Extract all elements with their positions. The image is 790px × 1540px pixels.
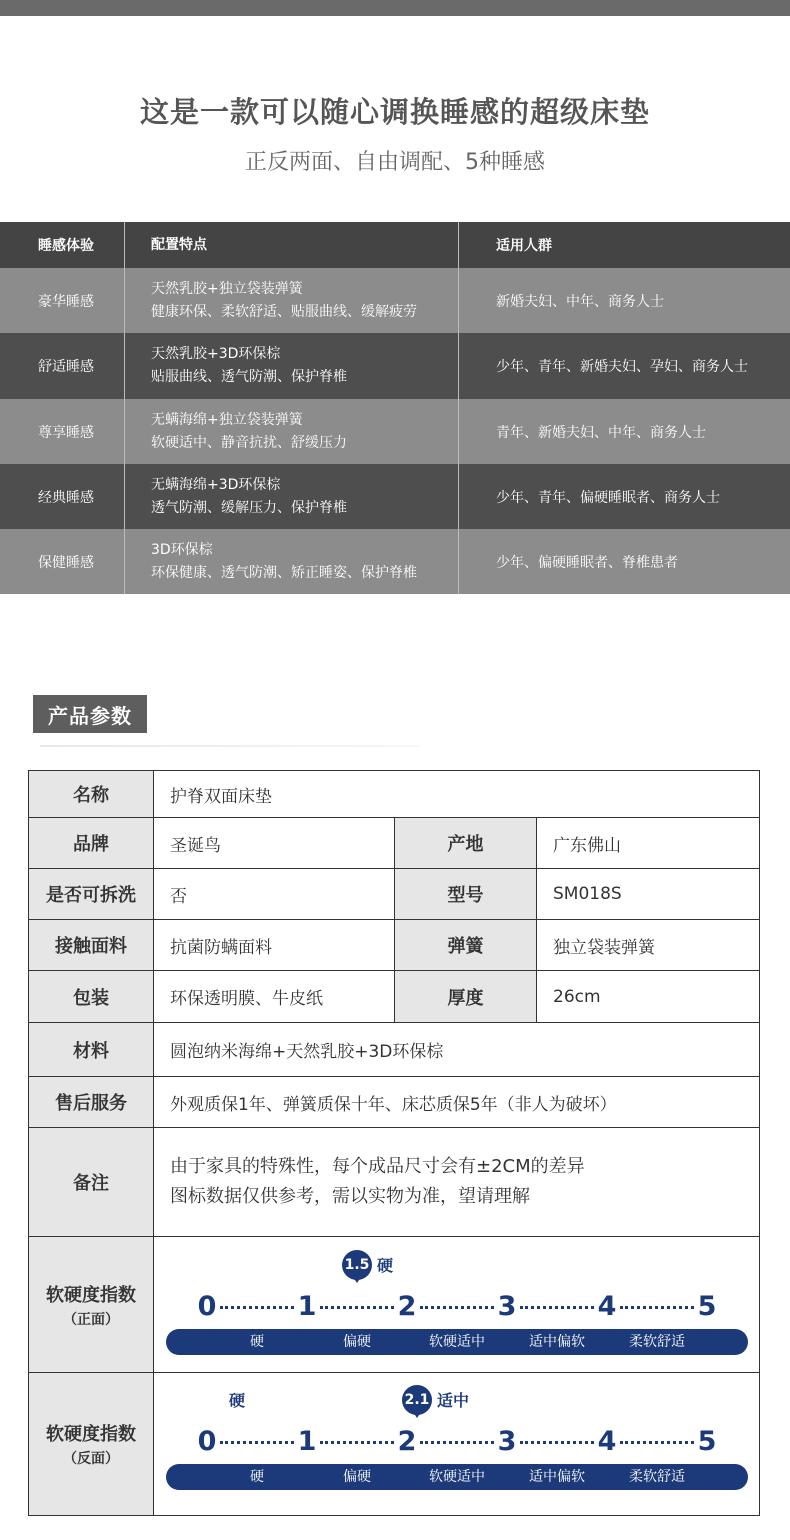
sleep-people: 新婚夫妇、中年、商务人士 <box>496 293 664 310</box>
hardness-marker: 1.5 <box>342 1250 372 1280</box>
hardness-label <box>29 1373 154 1515</box>
param-label: 产地 <box>394 818 537 868</box>
scale-dots <box>220 1441 294 1445</box>
sleep-people: 少年、偏硬睡眠者、脊椎患者 <box>496 554 678 571</box>
scale-bar <box>166 1329 748 1355</box>
hardness-marker: 2.1 <box>402 1385 432 1415</box>
config-line: 无螨海绵+3D环保棕 <box>151 476 281 493</box>
param-value: 26cm <box>553 986 601 1007</box>
param-row-service <box>29 1077 759 1128</box>
scale-number: 0 <box>197 1426 217 1457</box>
scale-number: 5 <box>697 1291 717 1322</box>
tag-underline <box>40 745 420 747</box>
hardness-row-front <box>29 1237 759 1373</box>
sleep-config <box>125 529 459 594</box>
scale-number: 3 <box>497 1426 517 1457</box>
param-row-note <box>29 1128 759 1237</box>
scale-bar-label: 柔软舒适 <box>629 1334 685 1350</box>
param-label: 弹簧 <box>394 920 537 970</box>
scale-bar-label: 适中偏软 <box>529 1334 585 1350</box>
top-bar <box>0 0 790 16</box>
param-value: 广东佛山 <box>553 835 621 856</box>
hardness-row-back <box>29 1373 759 1515</box>
header-sleep-feel: 睡感体验 <box>0 222 125 268</box>
scale-dots <box>420 1306 494 1310</box>
param-value: 圣诞鸟 <box>170 835 221 856</box>
config-line: 贴服曲线、透气防潮、保护脊椎 <box>151 369 347 385</box>
scale-bar-label: 硬 <box>250 1334 264 1350</box>
scale-number: 2 <box>397 1291 417 1322</box>
scale-dots <box>320 1441 394 1445</box>
scale-dots <box>220 1306 294 1310</box>
param-label: 品牌 <box>29 818 154 868</box>
note-line: 图标数据仅供参考，需以实物为准，望请理解 <box>170 1186 530 1207</box>
param-label: 材料 <box>29 1023 154 1076</box>
table-row <box>0 399 790 464</box>
param-value: 护脊双面床垫 <box>170 786 272 807</box>
param-label: 名称 <box>29 771 154 817</box>
config-line: 健康环保、柔软舒适、贴服曲线、缓解疲劳 <box>151 303 417 320</box>
scale-dots <box>420 1441 494 1445</box>
table-row <box>0 529 790 594</box>
param-row-name <box>29 771 759 818</box>
sleep-people: 青年、新婚夫妇、中年、商务人士 <box>496 424 706 441</box>
param-value: 圆泡纳米海绵+天然乳胶+3D环保棕 <box>170 1042 444 1062</box>
param-label: 型号 <box>394 869 537 919</box>
sleep-name: 豪华睡感 <box>0 268 125 333</box>
param-label: 包装 <box>29 971 154 1022</box>
sleep-name: 保健睡感 <box>0 529 125 594</box>
param-value: 环保透明膜、牛皮纸 <box>170 989 323 1009</box>
param-label: 备注 <box>29 1128 154 1236</box>
sleep-people: 少年、青年、偏硬睡眠者、商务人士 <box>496 489 720 506</box>
table-row <box>0 333 790 399</box>
param-value: 否 <box>170 886 187 907</box>
scale-bar-label: 偏硬 <box>343 1469 371 1485</box>
sleep-config <box>125 399 459 464</box>
hardness-side: （反面） <box>63 1451 119 1467</box>
scale-dots <box>320 1306 394 1310</box>
param-label: 接触面料 <box>29 920 154 970</box>
config-line: 3D环保棕 <box>151 541 213 558</box>
param-row-washable <box>29 869 759 920</box>
sleep-config <box>125 464 459 529</box>
scale-number: 4 <box>597 1426 617 1457</box>
hardness-side: （正面） <box>63 1311 119 1328</box>
scale-dots <box>620 1306 694 1310</box>
scale-dots <box>620 1441 694 1445</box>
scale-dots <box>520 1441 594 1445</box>
hardness-title: 软硬度指数 <box>46 1284 136 1306</box>
sleep-name: 舒适睡感 <box>0 333 125 399</box>
config-line: 环保健康、透气防潮、矫正睡姿、保护脊椎 <box>151 564 417 581</box>
scale-number: 4 <box>597 1291 617 1322</box>
scale-bar-label: 软硬适中 <box>429 1334 485 1350</box>
scale-number: 2 <box>397 1426 417 1457</box>
scale-number: 0 <box>197 1291 217 1322</box>
param-value: 外观质保1年、弹簧质保十年、床芯质保5年（非人为破坏） <box>170 1094 617 1115</box>
scale-bar-label: 偏硬 <box>343 1334 371 1350</box>
hardness-scale <box>154 1373 759 1515</box>
sleep-table-header <box>0 222 790 268</box>
params-section-tag: 产品参数 <box>33 695 147 733</box>
param-value: 独立袋装弹簧 <box>553 937 655 958</box>
param-label: 是否可拆洗 <box>29 869 154 919</box>
sleep-config <box>125 268 459 333</box>
config-line: 透气防潮、缓解压力、保护脊椎 <box>151 499 347 516</box>
page-subtitle: 正反两面、自由调配、5种睡感 <box>245 150 545 175</box>
param-value: 抗菌防螨面料 <box>170 937 272 958</box>
header-people: 适用人群 <box>496 238 552 254</box>
scale-bar-label: 适中偏软 <box>529 1469 585 1485</box>
param-row-package <box>29 971 759 1023</box>
hardness-label <box>29 1237 154 1372</box>
note-line: 由于家具的特殊性，每个成品尺寸会有±2CM的差异 <box>170 1156 585 1177</box>
sleep-name: 尊享睡感 <box>0 399 125 464</box>
scale-bar-label: 柔软舒适 <box>629 1469 685 1485</box>
config-line: 天然乳胶+3D环保棕 <box>151 346 281 362</box>
param-row-fabric <box>29 920 759 971</box>
table-row <box>0 268 790 333</box>
param-row-material <box>29 1023 759 1077</box>
config-line: 无螨海绵+独立袋装弹簧 <box>151 411 303 428</box>
sleep-name: 经典睡感 <box>0 464 125 529</box>
hardness-scale <box>154 1237 759 1372</box>
param-value <box>154 1128 759 1236</box>
param-row-brand <box>29 818 759 869</box>
param-value: SM018S <box>553 884 622 904</box>
param-label: 售后服务 <box>29 1077 154 1127</box>
hardness-extra-label: 硬 <box>229 1391 246 1410</box>
scale-bar-label: 软硬适中 <box>429 1469 485 1485</box>
scale-number: 3 <box>497 1291 517 1322</box>
config-line: 软硬适中、静音抗扰、舒缓压力 <box>151 434 347 451</box>
scale-dots <box>520 1306 594 1310</box>
sleep-feel-table <box>0 222 790 594</box>
scale-number: 1 <box>297 1291 317 1322</box>
scale-number: 1 <box>297 1426 317 1457</box>
sleep-config <box>125 333 459 399</box>
table-row <box>0 464 790 529</box>
config-line: 天然乳胶+独立袋装弹簧 <box>151 280 303 297</box>
sleep-people: 少年、青年、新婚夫妇、孕妇、商务人士 <box>496 359 748 375</box>
page-title: 这是一款可以随心调换睡感的超级床垫 <box>139 95 650 129</box>
scale-bar <box>166 1464 748 1490</box>
scale-number: 5 <box>697 1426 717 1457</box>
param-label: 厚度 <box>394 971 537 1022</box>
header-config: 配置特点 <box>125 222 459 268</box>
hardness-title: 软硬度指数 <box>46 1424 136 1445</box>
scale-bar-label: 硬 <box>250 1469 264 1485</box>
product-params-table <box>28 770 760 1516</box>
hardness-marker-label: 适中 <box>437 1391 470 1410</box>
hardness-marker-label: 硬 <box>377 1256 394 1275</box>
